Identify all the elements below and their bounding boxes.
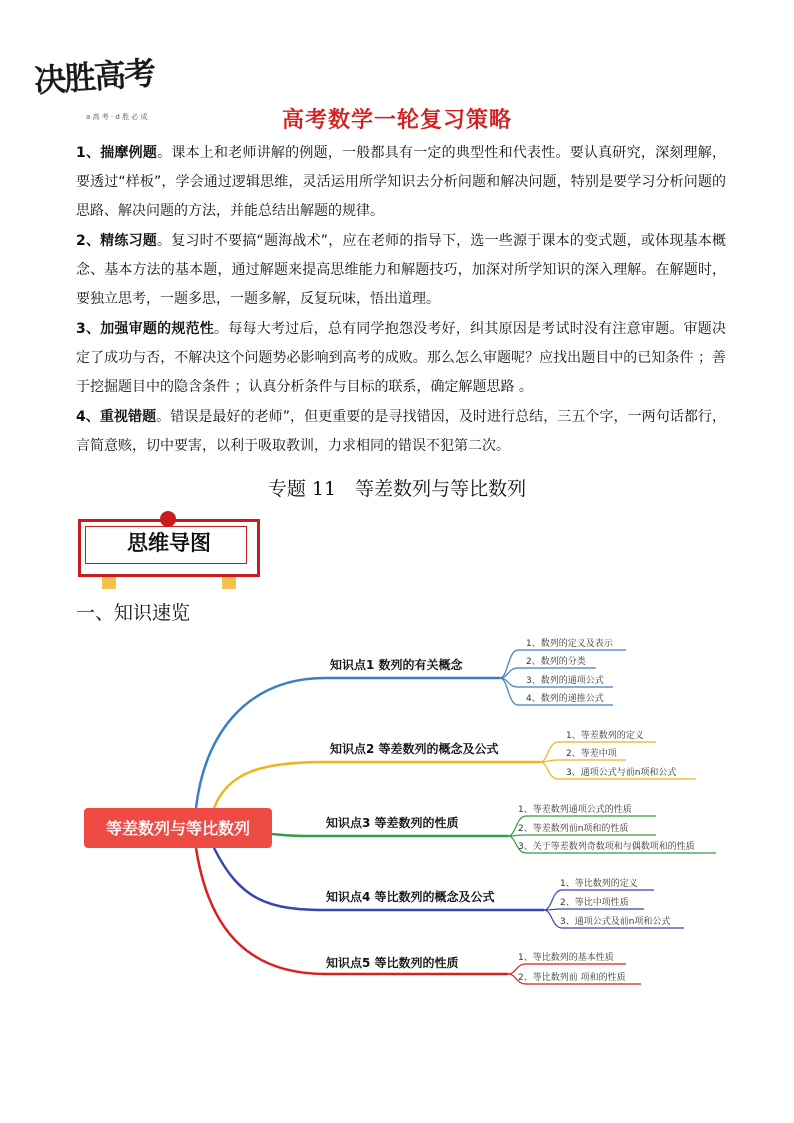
leaf-2-3: 3、通项公式与前n项和公式 [566, 768, 677, 778]
logo-subtext: a 高 考 · d 胜 必 成 [86, 113, 148, 121]
paragraph-3-body: 。每每大考过后，总有同学抱怨没考好，纠其原因是考试时没有注意审题。审题决定了成功与否，不解决这个问题势必影响到高考的成败。那么怎么审题呢？应找出题目中的已知条件 ；善于挖掘题目中的隐含条件 ；认真分析条件与目标的联系，确定解题思路 。 [76, 321, 727, 395]
paragraph-4 [76, 403, 726, 461]
paragraph-1-body: 。课本上和老师讲解的例题，一般都具有一定的典型性和代表性。要认真研究，深刻理解，要透过“样板”，学会通过逻辑思维，灵活运用所学知识去分析问题和解决问题，特别是要学习分析问题的思路、解决问题的方法，并能总结出解题的规律。 [76, 145, 726, 219]
paragraph-1-head: 1、揣摩例题 [76, 145, 158, 161]
leaf-1-1: 1、数列的定义及表示 [526, 639, 613, 649]
leaf-2-2-line [540, 760, 626, 762]
leaf-3-3: 3、关于等差数列奇数项和与偶数项和的性质 [518, 842, 695, 852]
paragraph-1 [76, 139, 726, 226]
leaf-1-3: 3、数列的通项公式 [526, 676, 604, 686]
branch-4-label: 知识点4 等比数列的概念及公式 [326, 890, 495, 904]
leaf-4-2: 2、等比中项性质 [560, 898, 629, 908]
branch-2-curve [214, 762, 540, 808]
leaf-2-1: 1、等差数列的定义 [566, 731, 644, 741]
leaf-4-3: 3、通项公式及前n项和公式 [560, 917, 671, 927]
leaf-3-2-line [508, 835, 656, 836]
topic-title: 专题 11 等差数列与等比数列 [267, 478, 527, 500]
branch-2-label: 知识点2 等差数列的概念及公式 [330, 742, 499, 756]
leaf-1-4: 4、数列的递推公式 [526, 694, 604, 704]
paragraph-2 [76, 227, 726, 314]
branch-1-label: 知识点1 数列的有关概念 [330, 658, 463, 672]
page-title: 高考数学一轮复习策略 [281, 108, 512, 133]
paragraph-4-head: 4、重视错题 [76, 409, 157, 425]
branch-5-label: 知识点5 等比数列的性质 [326, 956, 459, 970]
leaf-4-1: 1、等比数列的定义 [560, 879, 638, 889]
leaf-3-1: 1、等差数列通项公式的性质 [518, 805, 632, 815]
section-heading: 一、知识速览 [76, 602, 191, 624]
leaf-2-2: 2、等差中项 [566, 749, 617, 759]
badge-pin-dot [160, 511, 176, 527]
branch-3-label: 知识点3 等差数列的性质 [326, 816, 459, 830]
paragraph-4-body: 。错误是最好的老师”，但更重要的是寻找错因，及时进行总结，三五个字，一两句话都行，言简意赅，切中要害，以利于吸取教训，力求相同的错误不犯第二次。 [76, 409, 726, 454]
leaf-3-2: 2、等差数列前n项和的性质 [518, 824, 629, 834]
leaf-1-2: 2、数列的分类 [526, 657, 586, 667]
logo-text: 决胜高考 [32, 53, 156, 101]
leaf-4-2-line [544, 909, 644, 910]
leaf-5-1: 1、等比数列的基本性质 [518, 953, 614, 963]
paragraph-3 [76, 315, 726, 402]
paragraph-2-body: 。复习时不要搞“题海战术”，应在老师的指导下，选一些源于课本的变式题，或体现基本概念、基本方法的基本题，通过解题来提高思维能力和解题技巧，加深对所学知识的深入理解。在解题时，要独立思考，一题多思，一题多解，反复玩味，悟出道理。 [76, 233, 726, 307]
mindmap-root-label: 等差数列与等比数列 [105, 819, 251, 838]
badge-label: 思维导图 [127, 531, 211, 555]
paragraph-3-head: 3、加强审题的规范性 [76, 321, 215, 337]
leaf-5-2: 2、等比数列前 项和的性质 [518, 973, 626, 983]
mindmap [0, 625, 794, 995]
paragraph-2-head: 2、精练习题 [76, 233, 158, 249]
mindmap-badge [78, 519, 260, 589]
branch-3-curve [272, 834, 508, 836]
